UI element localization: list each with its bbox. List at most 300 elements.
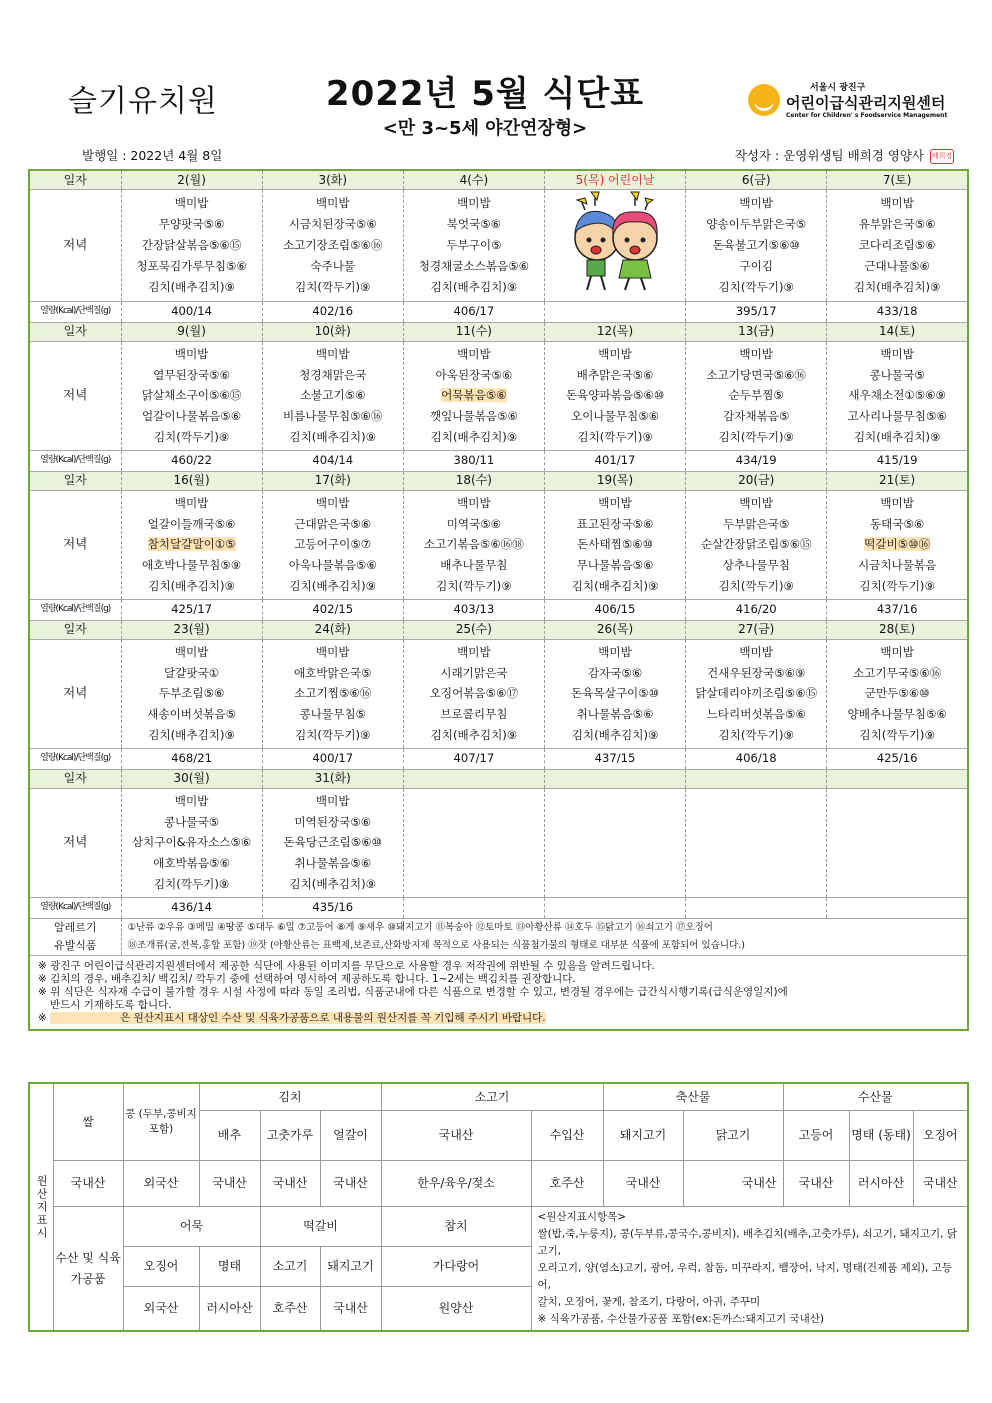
kcal-value: 400/14	[121, 301, 262, 322]
menu-item: 청포묵김가루무침⑤⑥	[136, 258, 247, 273]
menu-item: 김치(깍두기)⑨	[718, 578, 794, 593]
dinner-label: 저녁	[29, 190, 121, 302]
menu-item: 김치(배추김치)⑨	[430, 279, 518, 294]
kcal-value: 404/14	[262, 450, 403, 471]
menu-item: 돈육당근조림⑤⑥⑩	[283, 835, 382, 850]
day-header	[544, 769, 685, 788]
kcal-label: 열량(Kcal)/단백질(g)	[29, 748, 121, 769]
menu-item: 백미밥	[315, 495, 350, 510]
origin-items-line-1: 쌀(밥,죽,누룽지), 콩(두부류,콩국수,콩비지), 배추김치(배추,고춧가루), 쇠고기, 돼지고기, 닭고기,	[537, 1228, 958, 1257]
menu-item: 고등어구이⑤⑦	[294, 537, 372, 552]
allergy-line-1: ①난류 ②우유 ③메밀 ④땅콩 ⑤대두 ⑥밀 ⑦고등어 ⑧게 ⑨새우 ⑩돼지고기 ⑪복숭아 ⑫토마토 ⑬아황산류 ⑭호두 ⑮닭고기 ⑯쇠고기 ⑰오징어	[127, 921, 713, 933]
menu-item: 김치(배추김치)⑨	[289, 578, 377, 593]
origin-val-cabbage: 국내산	[199, 1161, 260, 1207]
menu-item: 김치(배추김치)⑨	[289, 876, 377, 891]
origin-val-pork: 국내산	[603, 1161, 683, 1207]
dinner-label: 저녁	[29, 639, 121, 748]
day-header: 2(월)	[121, 170, 262, 190]
menu-item: 소고기무국⑤⑥⑯	[852, 665, 942, 680]
menu-item: 새우채소전①⑤⑥⑨	[848, 388, 946, 403]
origin-group-fishcake: 어묵	[123, 1207, 260, 1247]
day-label: 일자	[29, 471, 121, 490]
menu-item: 백미밥	[457, 644, 491, 659]
origin-sub-cabbage: 배추	[199, 1111, 260, 1161]
origin-seafood-header: 수산물	[783, 1083, 968, 1111]
origin-processed-label: 수산 및 식육 가공품	[53, 1207, 123, 1332]
childrens-day-illustration	[544, 190, 685, 302]
menu-item	[122, 534, 262, 555]
dinner-row	[29, 639, 968, 748]
menu-cell	[121, 341, 262, 450]
menu-cell	[686, 341, 827, 450]
menu-item: 백미밥	[739, 346, 773, 361]
menu-item: 백미밥	[880, 495, 914, 510]
kcal-value: 402/15	[262, 599, 403, 620]
menu-item: 백미밥	[315, 196, 350, 211]
menu-item: 오이나물무침⑤⑥	[571, 409, 660, 424]
menu-item: 열무된장국⑤⑥	[153, 367, 230, 382]
menu-item: 김치(배추김치)⑨	[571, 578, 659, 593]
menu-item: 브로콜리무침	[440, 707, 508, 722]
kcal-value	[827, 897, 968, 918]
menu-item: 배추나물무침	[440, 558, 508, 573]
menu-cell	[121, 788, 262, 897]
author-text: 작성자 : 운영위생팀 배희경 영양사	[734, 148, 924, 163]
kcal-value: 433/18	[827, 301, 968, 322]
day-header: 12(목)	[544, 322, 685, 341]
day-label: 일자	[29, 170, 121, 190]
kcal-value	[686, 897, 827, 918]
day-header: 4(수)	[403, 170, 544, 190]
menu-item: 백미밥	[880, 196, 914, 211]
note-1: ※ 광진구 어린이급식관리지원센터에서 제공한 식단에 사용된 이미지를 무단으로 사용할 경우 저작권에 위반될 수 있음을 알려드립니다.	[38, 959, 655, 972]
menu-item: 백미밥	[174, 346, 209, 361]
kcal-value: 425/17	[121, 599, 262, 620]
week-header-row	[29, 170, 968, 190]
menu-cell	[403, 190, 544, 302]
menu-item: 백미밥	[880, 346, 914, 361]
menu-item: 돈육불고기⑤⑥⑩	[712, 238, 800, 252]
kcal-label: 열량(Kcal)/단백질(g)	[29, 450, 121, 471]
menu-item: 취나물볶음⑤⑥	[576, 707, 654, 722]
menu-item: 김치(깍두기)⑨	[718, 727, 794, 742]
kcal-value	[544, 301, 685, 322]
menu-item: 김치(깍두기)⑨	[859, 727, 935, 742]
origin-val-rice: 국내산	[53, 1161, 123, 1207]
menu-item: 달걀팟국①	[163, 665, 220, 680]
origin-group-tteokgalbi: 떡갈비	[260, 1207, 381, 1247]
kcal-value: 406/15	[544, 599, 685, 620]
menu-item: 백미밥	[598, 346, 632, 361]
menu-cell	[262, 490, 403, 599]
menu-item: 근대나물⑤⑥	[864, 258, 930, 273]
origin-val-bean: 외국산	[123, 1161, 199, 1207]
kcal-row	[29, 748, 968, 769]
menu-item: 간장닭살볶음⑤⑥⑮	[141, 238, 242, 252]
menu-item: 백미밥	[174, 495, 209, 510]
origin-sub-beef-domestic: 국내산	[381, 1111, 531, 1161]
menu-item: 상추나물무침	[722, 558, 790, 573]
day-header	[403, 769, 544, 788]
menu-item: 소고기당면국⑤⑥⑯	[706, 367, 806, 382]
dinner-label: 저녁	[29, 490, 121, 599]
menu-item: 콩나물국⑤	[163, 814, 220, 829]
page-title: 2022년 5월 식단표	[325, 74, 645, 114]
origin-beef-header: 소고기	[381, 1083, 603, 1111]
kcal-value: 395/17	[686, 301, 827, 322]
menu-cell	[262, 190, 403, 302]
menu-cell	[262, 639, 403, 748]
day-header: 24(화)	[262, 620, 403, 639]
origin-items-list	[531, 1207, 968, 1332]
menu-item: 양송이두부맑은국⑤	[706, 217, 807, 232]
origin-val-pollack: 러시아산	[849, 1161, 913, 1207]
kindergarten-name: 슬기유치원	[68, 84, 218, 119]
menu-item: 고사리나물무침⑤⑥	[847, 409, 947, 424]
day-label: 일자	[29, 322, 121, 341]
origin-sub-squid: 오징어	[913, 1111, 968, 1161]
menu-cell	[544, 341, 685, 450]
menu-item: 순두부찜⑤	[728, 388, 784, 403]
origin-proc-sub-beef: 소고기	[260, 1247, 320, 1287]
seal-stamp: 배희경	[930, 149, 954, 164]
origin-sub-chili: 고춧가루	[260, 1111, 320, 1161]
menu-item: 김치(깍두기)⑨	[153, 429, 230, 444]
menu-item: 양배추나물무침⑤⑥	[847, 707, 947, 722]
kcal-value: 437/16	[827, 599, 968, 620]
dinner-row	[29, 788, 968, 897]
menu-cell	[403, 788, 544, 897]
menu-item: 느타리버섯볶음⑤⑥	[706, 707, 806, 722]
origin-highlight-item: 참치달걀말이①⑤	[147, 537, 236, 552]
menu-item: 소고기찜⑤⑥⑯	[294, 686, 372, 701]
menu-item: 두부구이⑤	[446, 238, 502, 252]
week-header-row	[29, 322, 968, 341]
kcal-row	[29, 599, 968, 620]
menu-cell	[403, 639, 544, 748]
menu-item: 아욱된장국⑤⑥	[435, 367, 513, 382]
kcal-value: 415/19	[827, 450, 968, 471]
menu-item: 김치(배추김치)⑨	[853, 279, 941, 294]
origin-proc-val-pork: 국내산	[320, 1287, 381, 1331]
menu-item: 닭살채소구이⑤⑥⑮	[141, 388, 242, 403]
menu-item: 김치(깍두기)⑨	[153, 876, 230, 891]
menu-cell	[262, 341, 403, 450]
menu-item: 김치(깍두기)⑨	[577, 429, 653, 444]
origin-highlight-item: 어묵볶음⑤⑥	[441, 388, 507, 403]
origin-table	[28, 1082, 969, 1332]
origin-val-beef-import: 호주산	[531, 1161, 603, 1207]
allergy-label-2: 유발식품	[53, 938, 97, 952]
menu-item: 백미밥	[457, 196, 491, 211]
page-subtitle: <만 3~5세 야간연장형>	[382, 118, 588, 139]
menu-cell	[686, 639, 827, 748]
allergy-label	[29, 918, 121, 955]
menu-item: 돈육양파볶음⑤⑥⑩	[565, 388, 665, 403]
menu-item: 콩나물무침⑤	[299, 707, 366, 722]
menu-cell	[686, 190, 827, 302]
smile-logo-icon	[748, 84, 780, 116]
menu-item: 백미밥	[598, 495, 632, 510]
menu-cell	[827, 190, 968, 302]
menu-item: 애호박맑은국⑤	[293, 665, 372, 680]
origin-proc-val-pollack: 러시아산	[199, 1287, 260, 1331]
origin-sub-pollack: 명태 (동태)	[849, 1111, 913, 1161]
issue-date: 발행일 : 2022년 4월 8일	[82, 148, 223, 163]
day-header: 9(월)	[121, 322, 262, 341]
week-header-row	[29, 471, 968, 490]
menu-item: 김치(배추김치)⑨	[430, 429, 518, 444]
menu-cell	[686, 788, 827, 897]
dinner-label: 저녁	[29, 788, 121, 897]
menu-item: 소불고기⑤⑥	[299, 388, 366, 403]
menu-cell	[544, 639, 685, 748]
kcal-value: 434/19	[686, 450, 827, 471]
origin-val-beef-domestic: 한우/육우/젖소	[381, 1161, 531, 1207]
day-header: 30(월)	[121, 769, 262, 788]
menu-item: 백미밥	[739, 495, 773, 510]
day-header: 25(수)	[403, 620, 544, 639]
menu-item: 소고기장조림⑤⑥⑯	[282, 238, 383, 252]
day-header: 14(토)	[827, 322, 968, 341]
menu-item: 깻잎나물볶음⑤⑥	[429, 409, 518, 424]
kcal-value: 401/17	[544, 450, 685, 471]
origin-kimchi-header: 김치	[199, 1083, 381, 1111]
menu-item: 오징어볶음⑤⑥⑰	[429, 686, 519, 701]
menu-item: 새송이버섯볶음⑤	[147, 707, 236, 722]
origin-sub-beef-import: 수입산	[531, 1111, 603, 1161]
menu-item: 시금치된장국⑤⑥	[288, 217, 377, 232]
menu-item: 김치(배추김치)⑨	[571, 727, 659, 742]
menu-item: 두부맑은국⑤	[723, 516, 790, 531]
menu-item: 김치(깍두기)⑨	[436, 578, 512, 593]
logo-center-name: 어린이급식관리지원센터	[786, 94, 946, 112]
day-header: 3(화)	[262, 170, 403, 190]
kcal-value: 403/13	[403, 599, 544, 620]
menu-item: 청경채맑은국	[299, 367, 367, 382]
menu-cell	[827, 490, 968, 599]
kcal-row	[29, 301, 968, 322]
menu-cell	[686, 490, 827, 599]
menu-item: 백미밥	[315, 793, 350, 808]
logo-district: 서울시 광진구	[810, 83, 866, 93]
day-header	[827, 769, 968, 788]
menu-item: 숙주나물	[310, 258, 356, 273]
menu-item: 근대맑은국⑤⑥	[294, 516, 372, 531]
kcal-value: 435/16	[262, 897, 403, 918]
kcal-value: 380/11	[403, 450, 544, 471]
day-header	[686, 769, 827, 788]
day-header: 31(화)	[262, 769, 403, 788]
allergy-legend	[121, 918, 968, 955]
kcal-value: 406/17	[403, 301, 544, 322]
menu-item: 김치(깍두기)⑨	[718, 279, 794, 294]
allergy-line-2: ⑱조개류(굴,전복,홍합 포함) ⑲잣 (아황산류는 표백제,보존료,산화방지제 목적으로 사용되는 식품첨가물의 형태로 대부분 식품에 포함되어 있습니다.)	[127, 939, 745, 951]
kcal-row	[29, 450, 968, 471]
origin-val-squid: 국내산	[913, 1161, 968, 1207]
menu-item: 북엇국⑤⑥	[446, 217, 502, 232]
menu-cell	[121, 190, 262, 302]
menu-item: 김치(배추김치)⑨	[289, 429, 377, 444]
kcal-value	[403, 897, 544, 918]
kcal-value: 460/22	[121, 450, 262, 471]
menu-item: 백미밥	[315, 346, 350, 361]
menu-cell	[544, 490, 685, 599]
day-header: 5(목) 어린이날	[544, 170, 685, 190]
children-cartoon-icon	[555, 190, 675, 294]
day-label: 일자	[29, 769, 121, 788]
origin-highlight-item: 떡갈비⑤⑩⑯	[864, 537, 931, 552]
menu-item: 무양팟국⑤⑥	[158, 217, 225, 232]
origin-proc-sub-pollack: 명태	[199, 1247, 260, 1287]
note-4: 반드시 기재하도록 합니다.	[50, 998, 172, 1011]
menu-cell	[827, 341, 968, 450]
menu-cell	[121, 490, 262, 599]
kcal-label: 열량(Kcal)/단백질(g)	[29, 301, 121, 322]
kcal-value: 407/17	[403, 748, 544, 769]
menu-item: 김치(배추김치)⑨	[148, 279, 235, 294]
menu-item: 김치(깍두기)⑨	[295, 279, 371, 294]
day-header: 26(목)	[544, 620, 685, 639]
day-label: 일자	[29, 620, 121, 639]
menu-cell	[262, 788, 403, 897]
dinner-row	[29, 341, 968, 450]
menu-item	[404, 385, 544, 406]
dinner-row	[29, 190, 968, 302]
menu-item: 백미밥	[598, 644, 632, 659]
menu-item: 표고된장국⑤⑥	[576, 516, 654, 531]
origin-proc-sub-skipjack: 가다랑어	[381, 1247, 531, 1287]
menu-item: 취나물볶음⑤⑥	[294, 856, 372, 871]
kcal-value: 468/21	[121, 748, 262, 769]
allergy-label-1: 알레르기	[53, 920, 97, 934]
origin-proc-sub-pork: 돼지고기	[320, 1247, 381, 1287]
kcal-label: 열량(Kcal)/단백질(g)	[29, 599, 121, 620]
menu-item: 동태국⑤⑥	[869, 516, 925, 531]
menu-item: 김치(깍두기)⑨	[859, 578, 935, 593]
menu-item: 백미밥	[457, 346, 491, 361]
menu-cell	[403, 490, 544, 599]
menu-item: 감자채볶음⑤	[723, 409, 790, 424]
menu-cell	[827, 639, 968, 748]
origin-val-eolgari: 국내산	[320, 1161, 381, 1207]
menu-item: 김치(배추김치)⑨	[430, 727, 518, 742]
origin-livestock-header: 축산물	[603, 1083, 783, 1111]
origin-side-label: 원산지표시	[29, 1083, 53, 1331]
origin-sub-mackerel: 고등어	[783, 1111, 849, 1161]
menu-item: 아욱나물볶음⑤⑥	[288, 558, 377, 573]
menu-item: 백미밥	[315, 644, 350, 659]
origin-sub-pork: 돼지고기	[603, 1111, 683, 1161]
origin-rice-header: 쌀	[53, 1083, 123, 1161]
menu-item: 무나물볶음⑤⑥	[576, 558, 654, 573]
menu-item: 애호박볶음⑤⑥	[153, 856, 230, 871]
kcal-label: 열량(Kcal)/단백질(g)	[29, 897, 121, 918]
day-header: 19(목)	[544, 471, 685, 490]
menu-item: 군만두⑤⑥⑩	[864, 686, 930, 701]
origin-sub-eolgari: 얼갈이	[320, 1111, 381, 1161]
menu-cell	[121, 639, 262, 748]
origin-items-line-4: ※ 식육가공품, 수산물가공품 포함(ex:돈까스:돼지고기 국내산)	[537, 1313, 825, 1325]
menu-item: 김치(깍두기)⑨	[718, 429, 794, 444]
menu-item: 소고기볶음⑤⑥⑯⑱	[423, 537, 524, 552]
menu-item	[827, 534, 967, 555]
day-header: 10(화)	[262, 322, 403, 341]
menu-item: 김치(깍두기)⑨	[295, 727, 371, 742]
day-header: 7(토)	[827, 170, 968, 190]
menu-item: 백미밥	[174, 793, 209, 808]
menu-cell	[827, 788, 968, 897]
day-header: 16(월)	[121, 471, 262, 490]
menu-item: 김치(배추김치)⑨	[148, 727, 235, 742]
kcal-value: 400/17	[262, 748, 403, 769]
menu-item: 얼갈이나물볶음⑤⑥	[141, 409, 242, 424]
week-header-row	[29, 620, 968, 639]
menu-item: 김치(배추김치)⑨	[148, 578, 235, 593]
menu-item: 얼갈이들깨국⑤⑥	[147, 516, 236, 531]
origin-sub-chicken: 닭고기	[683, 1111, 783, 1161]
menu-item: 백미밥	[457, 495, 491, 510]
menu-item: 삼치구이&유자소스⑤⑥	[131, 835, 252, 850]
dinner-label: 저녁	[29, 341, 121, 450]
menu-cell	[544, 788, 685, 897]
menu-item: 돈육목살구이⑤⑩	[571, 686, 660, 701]
origin-proc-val-squid: 외국산	[123, 1287, 199, 1331]
menu-item: 배추맑은국⑤⑥	[576, 367, 654, 382]
menu-item: 콩나물국⑤	[869, 367, 925, 382]
day-header: 18(수)	[403, 471, 544, 490]
day-header: 28(토)	[827, 620, 968, 639]
kcal-value: 406/18	[686, 748, 827, 769]
menu-item: 코다리조림⑤⑥	[858, 238, 936, 252]
origin-val-chili: 국내산	[260, 1161, 320, 1207]
day-header: 23(월)	[121, 620, 262, 639]
menu-item: 김치(배추김치)⑨	[853, 429, 941, 444]
menu-item: 돈사태찜⑤⑥⑩	[577, 537, 654, 552]
menu-item: 백미밥	[739, 644, 773, 659]
day-header: 13(금)	[686, 322, 827, 341]
note-3: ※ 위 식단은 식자재 수급이 불가할 경우 시설 사정에 따라 동일 조리법, 식품군내에 다른 식품으로 변경할 수 있고, 변경될 경우에는 급간식시행기록(급식운영일지)에	[38, 985, 788, 998]
menu-item: 닭살데리야끼조림⑤⑥⑮	[695, 686, 818, 701]
kcal-value: 416/20	[686, 599, 827, 620]
day-header: 6(금)	[686, 170, 827, 190]
menu-item: 미역국⑤⑥	[446, 516, 502, 531]
menu-item: 순살간장닭조림⑤⑥⑮	[700, 537, 812, 552]
menu-cell	[403, 341, 544, 450]
note-5-text: 은 원산지표시 대상인 수산 및 식육가공품으로 내용물의 원산지를 꼭 기입해 주시기 바랍니다.	[50, 1012, 545, 1024]
menu-item: 백미밥	[174, 196, 209, 211]
menu-item: 두부조림⑤⑥	[158, 686, 225, 701]
kcal-value: 437/15	[544, 748, 685, 769]
logo-english-name: Center for Children' s Foodservice Management	[786, 112, 948, 119]
menu-item: 건새우된장국⑤⑥⑨	[707, 665, 806, 680]
day-header: 21(토)	[827, 471, 968, 490]
kcal-value: 402/16	[262, 301, 403, 322]
menu-item: 감자국⑤⑥	[587, 665, 643, 680]
menu-item: 백미밥	[880, 644, 914, 659]
origin-val-mackerel: 국내산	[783, 1161, 849, 1207]
menu-item: 구이김	[739, 258, 773, 273]
day-header: 20(금)	[686, 471, 827, 490]
day-header: 11(수)	[403, 322, 544, 341]
origin-val-chicken: 국내산	[683, 1161, 783, 1207]
menu-table	[28, 169, 969, 1031]
menu-item: 애호박나물무침⑤⑨	[141, 558, 242, 573]
menu-item: 미역된장국⑤⑥	[294, 814, 372, 829]
origin-items-title: <원산지표시항목>	[537, 1211, 627, 1223]
origin-bean-header: 콩 (두부,콩비지 포함)	[123, 1083, 199, 1161]
note-5: ※ 은 원산지표시 대상인 수산 및 식육가공품으로 내용물의 원산지를 꼭 기입해 주시기 바랍니다.	[38, 1011, 546, 1024]
